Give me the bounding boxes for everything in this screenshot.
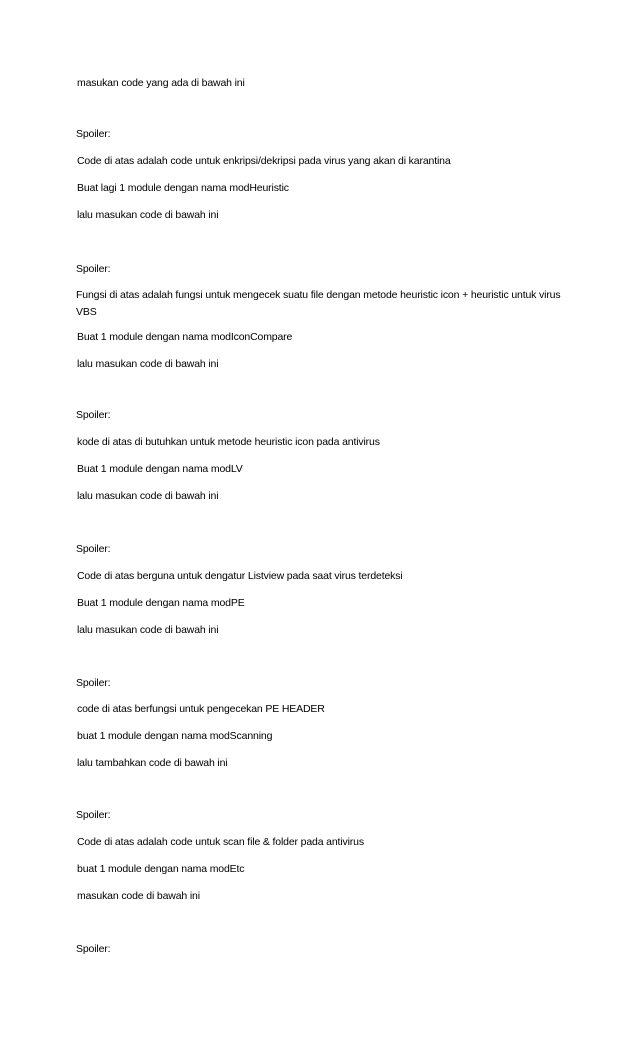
paragraph-text: Code di atas berguna untuk dengatur Listview pada saat virus terdeteksi [77,570,403,582]
paragraph-text: Code di atas adalah code untuk enkripsi/dekripsi pada virus yang akan di karantina [77,155,451,167]
paragraph-text: buat 1 module dengan nama modScanning [77,730,273,742]
spoiler-label: Spoiler: [76,263,111,275]
paragraph-text: masukan code yang ada di bawah ini [77,77,245,89]
spoiler-label: Spoiler: [76,943,111,955]
paragraph-text: Buat lagi 1 module dengan nama modHeuristic [77,182,289,194]
spoiler-label: Spoiler: [76,809,111,821]
paragraph-text: lalu tambahkan code di bawah ini [77,757,228,769]
paragraph-text: lalu masukan code di bawah ini [77,490,219,502]
paragraph-text: Code di atas adalah code untuk scan file & folder pada antivirus [77,836,364,848]
spoiler-label: Spoiler: [76,409,111,421]
paragraph-text: Fungsi di atas adalah fungsi untuk mengecek suatu file dengan metode heuristic icon + heuristic untuk virus VBS [76,289,561,318]
paragraph-text: Buat 1 module dengan nama modLV [77,463,243,475]
paragraph-text: Buat 1 module dengan nama modIconCompare [77,331,293,343]
paragraph-text: lalu masukan code di bawah ini [77,624,219,636]
paragraph-text: masukan code di bawah ini [77,890,200,902]
paragraph-text: kode di atas di butuhkan untuk metode heuristic icon pada antivirus [77,436,380,448]
spoiler-label: Spoiler: [76,128,111,140]
paragraph-text: lalu masukan code di bawah ini [77,358,219,370]
paragraph-text: buat 1 module dengan nama modEtc [77,863,245,875]
spoiler-label: Spoiler: [76,543,111,555]
paragraph-text: Buat 1 module dengan nama modPE [77,597,245,609]
paragraph-text: code di atas berfungsi untuk pengecekan PE HEADER [77,703,325,715]
spoiler-label: Spoiler: [76,677,111,689]
paragraph-text: lalu masukan code di bawah ini [77,209,219,221]
